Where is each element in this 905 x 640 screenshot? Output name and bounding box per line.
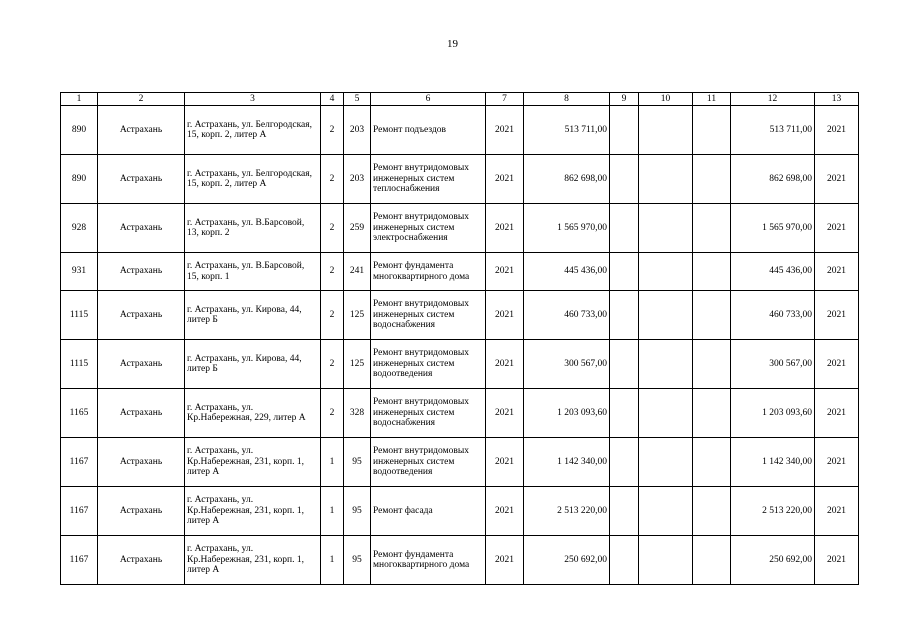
table-row xyxy=(61,106,859,155)
record-number-cell: 1115 xyxy=(61,340,98,389)
table-row xyxy=(61,536,859,585)
completion-year-cell: 2021 xyxy=(815,340,859,389)
address-cell: г. Астрахань, ул. Белгородская, 15, корп. 2, литер А xyxy=(185,106,321,155)
municipality-cell: Астрахань xyxy=(98,253,185,291)
record-number-cell: 928 xyxy=(61,204,98,253)
col10-cell xyxy=(639,536,693,585)
cost-cell: 445 436,00 xyxy=(524,253,610,291)
floors-cell: 2 xyxy=(321,253,344,291)
col10-cell xyxy=(639,204,693,253)
col9-cell xyxy=(610,487,639,536)
address-cell: г. Астрахань, ул. Белгородская, 15, корп. 2, литер А xyxy=(185,155,321,204)
apartments-cell: 203 xyxy=(344,106,371,155)
floors-cell: 1 xyxy=(321,536,344,585)
col10-cell xyxy=(639,106,693,155)
col11-cell xyxy=(693,389,731,438)
total-cost-cell: 513 711,00 xyxy=(731,106,815,155)
col9-cell xyxy=(610,438,639,487)
column-header: 4 xyxy=(321,93,344,106)
col9-cell xyxy=(610,155,639,204)
record-number-cell: 1165 xyxy=(61,389,98,438)
cost-cell: 862 698,00 xyxy=(524,155,610,204)
column-header: 5 xyxy=(344,93,371,106)
column-header: 12 xyxy=(731,93,815,106)
year-cell: 2021 xyxy=(486,291,524,340)
year-cell: 2021 xyxy=(486,106,524,155)
completion-year-cell: 2021 xyxy=(815,291,859,340)
completion-year-cell: 2021 xyxy=(815,389,859,438)
col9-cell xyxy=(610,340,639,389)
col11-cell xyxy=(693,106,731,155)
table-row xyxy=(61,291,859,340)
cost-cell: 1 565 970,00 xyxy=(524,204,610,253)
total-cost-cell: 1 565 970,00 xyxy=(731,204,815,253)
floors-cell: 2 xyxy=(321,291,344,340)
table-row xyxy=(61,155,859,204)
municipality-cell: Астрахань xyxy=(98,106,185,155)
col9-cell xyxy=(610,106,639,155)
municipality-cell: Астрахань xyxy=(98,438,185,487)
address-cell: г. Астрахань, ул. Кирова, 44, литер Б xyxy=(185,340,321,389)
municipality-cell: Астрахань xyxy=(98,340,185,389)
year-cell: 2021 xyxy=(486,155,524,204)
col11-cell xyxy=(693,340,731,389)
year-cell: 2021 xyxy=(486,536,524,585)
table-row xyxy=(61,438,859,487)
col10-cell xyxy=(639,438,693,487)
table-row xyxy=(61,253,859,291)
col9-cell xyxy=(610,389,639,438)
record-number-cell: 1115 xyxy=(61,291,98,340)
work-type-cell: Ремонт внутридомовых инженерных систем электроснабжения xyxy=(371,204,486,253)
municipality-cell: Астрахань xyxy=(98,389,185,438)
page-number: 19 xyxy=(447,38,458,50)
cost-cell: 250 692,00 xyxy=(524,536,610,585)
municipality-cell: Астрахань xyxy=(98,291,185,340)
col11-cell xyxy=(693,291,731,340)
address-cell: г. Астрахань, ул. В.Барсовой, 13, корп. 2 xyxy=(185,204,321,253)
col10-cell xyxy=(639,155,693,204)
record-number-cell: 1167 xyxy=(61,536,98,585)
col11-cell xyxy=(693,253,731,291)
work-type-cell: Ремонт внутридомовых инженерных систем водоснабжения xyxy=(371,389,486,438)
col11-cell xyxy=(693,487,731,536)
col9-cell xyxy=(610,536,639,585)
apartments-cell: 125 xyxy=(344,291,371,340)
address-cell: г. Астрахань, ул. Кр.Набережная, 231, корп. 1, литер А xyxy=(185,438,321,487)
table-header-row xyxy=(61,93,859,106)
col9-cell xyxy=(610,204,639,253)
repair-program-table xyxy=(60,92,859,585)
cost-cell: 1 203 093,60 xyxy=(524,389,610,438)
work-type-cell: Ремонт внутридомовых инженерных систем теплоснабжения xyxy=(371,155,486,204)
column-header: 1 xyxy=(61,93,98,106)
apartments-cell: 259 xyxy=(344,204,371,253)
col10-cell xyxy=(639,291,693,340)
work-type-cell: Ремонт фундамента многоквартирного дома xyxy=(371,536,486,585)
completion-year-cell: 2021 xyxy=(815,155,859,204)
year-cell: 2021 xyxy=(486,204,524,253)
floors-cell: 2 xyxy=(321,340,344,389)
record-number-cell: 1167 xyxy=(61,487,98,536)
column-header: 10 xyxy=(639,93,693,106)
col9-cell xyxy=(610,253,639,291)
municipality-cell: Астрахань xyxy=(98,155,185,204)
total-cost-cell: 2 513 220,00 xyxy=(731,487,815,536)
col11-cell xyxy=(693,536,731,585)
floors-cell: 2 xyxy=(321,106,344,155)
col11-cell xyxy=(693,155,731,204)
table-row xyxy=(61,389,859,438)
table-row xyxy=(61,340,859,389)
total-cost-cell: 250 692,00 xyxy=(731,536,815,585)
year-cell: 2021 xyxy=(486,487,524,536)
record-number-cell: 890 xyxy=(61,155,98,204)
total-cost-cell: 445 436,00 xyxy=(731,253,815,291)
record-number-cell: 890 xyxy=(61,106,98,155)
column-header: 9 xyxy=(610,93,639,106)
year-cell: 2021 xyxy=(486,389,524,438)
work-type-cell: Ремонт фасада xyxy=(371,487,486,536)
column-header: 8 xyxy=(524,93,610,106)
floors-cell: 2 xyxy=(321,204,344,253)
address-cell: г. Астрахань, ул. Кирова, 44, литер Б xyxy=(185,291,321,340)
column-header: 13 xyxy=(815,93,859,106)
column-header: 6 xyxy=(371,93,486,106)
cost-cell: 460 733,00 xyxy=(524,291,610,340)
apartments-cell: 95 xyxy=(344,438,371,487)
table-row xyxy=(61,204,859,253)
work-type-cell: Ремонт фундамента многоквартирного дома xyxy=(371,253,486,291)
completion-year-cell: 2021 xyxy=(815,487,859,536)
work-type-cell: Ремонт внутридомовых инженерных систем водоотведения xyxy=(371,438,486,487)
col9-cell xyxy=(610,291,639,340)
total-cost-cell: 1 203 093,60 xyxy=(731,389,815,438)
cost-cell: 300 567,00 xyxy=(524,340,610,389)
apartments-cell: 241 xyxy=(344,253,371,291)
work-type-cell: Ремонт внутридомовых инженерных систем водоотведения xyxy=(371,340,486,389)
address-cell: г. Астрахань, ул. Кр.Набережная, 231, корп. 1, литер А xyxy=(185,536,321,585)
column-header: 7 xyxy=(486,93,524,106)
total-cost-cell: 1 142 340,00 xyxy=(731,438,815,487)
address-cell: г. Астрахань, ул. В.Барсовой, 15, корп. 1 xyxy=(185,253,321,291)
floors-cell: 1 xyxy=(321,487,344,536)
address-cell: г. Астрахань, ул. Кр.Набережная, 229, литер А xyxy=(185,389,321,438)
col11-cell xyxy=(693,438,731,487)
total-cost-cell: 300 567,00 xyxy=(731,340,815,389)
completion-year-cell: 2021 xyxy=(815,204,859,253)
municipality-cell: Астрахань xyxy=(98,204,185,253)
column-header: 2 xyxy=(98,93,185,106)
work-type-cell: Ремонт подъездов xyxy=(371,106,486,155)
apartments-cell: 95 xyxy=(344,487,371,536)
completion-year-cell: 2021 xyxy=(815,106,859,155)
cost-cell: 513 711,00 xyxy=(524,106,610,155)
column-header: 3 xyxy=(185,93,321,106)
completion-year-cell: 2021 xyxy=(815,438,859,487)
col10-cell xyxy=(639,389,693,438)
total-cost-cell: 862 698,00 xyxy=(731,155,815,204)
column-header: 11 xyxy=(693,93,731,106)
year-cell: 2021 xyxy=(486,253,524,291)
floors-cell: 1 xyxy=(321,438,344,487)
completion-year-cell: 2021 xyxy=(815,536,859,585)
completion-year-cell: 2021 xyxy=(815,253,859,291)
col10-cell xyxy=(639,253,693,291)
municipality-cell: Астрахань xyxy=(98,487,185,536)
record-number-cell: 931 xyxy=(61,253,98,291)
cost-cell: 1 142 340,00 xyxy=(524,438,610,487)
col11-cell xyxy=(693,204,731,253)
address-cell: г. Астрахань, ул. Кр.Набережная, 231, корп. 1, литер А xyxy=(185,487,321,536)
col10-cell xyxy=(639,487,693,536)
floors-cell: 2 xyxy=(321,389,344,438)
work-type-cell: Ремонт внутридомовых инженерных систем водоснабжения xyxy=(371,291,486,340)
table-row xyxy=(61,487,859,536)
year-cell: 2021 xyxy=(486,438,524,487)
floors-cell: 2 xyxy=(321,155,344,204)
municipality-cell: Астрахань xyxy=(98,536,185,585)
col10-cell xyxy=(639,340,693,389)
record-number-cell: 1167 xyxy=(61,438,98,487)
apartments-cell: 125 xyxy=(344,340,371,389)
apartments-cell: 95 xyxy=(344,536,371,585)
cost-cell: 2 513 220,00 xyxy=(524,487,610,536)
apartments-cell: 328 xyxy=(344,389,371,438)
total-cost-cell: 460 733,00 xyxy=(731,291,815,340)
year-cell: 2021 xyxy=(486,340,524,389)
apartments-cell: 203 xyxy=(344,155,371,204)
